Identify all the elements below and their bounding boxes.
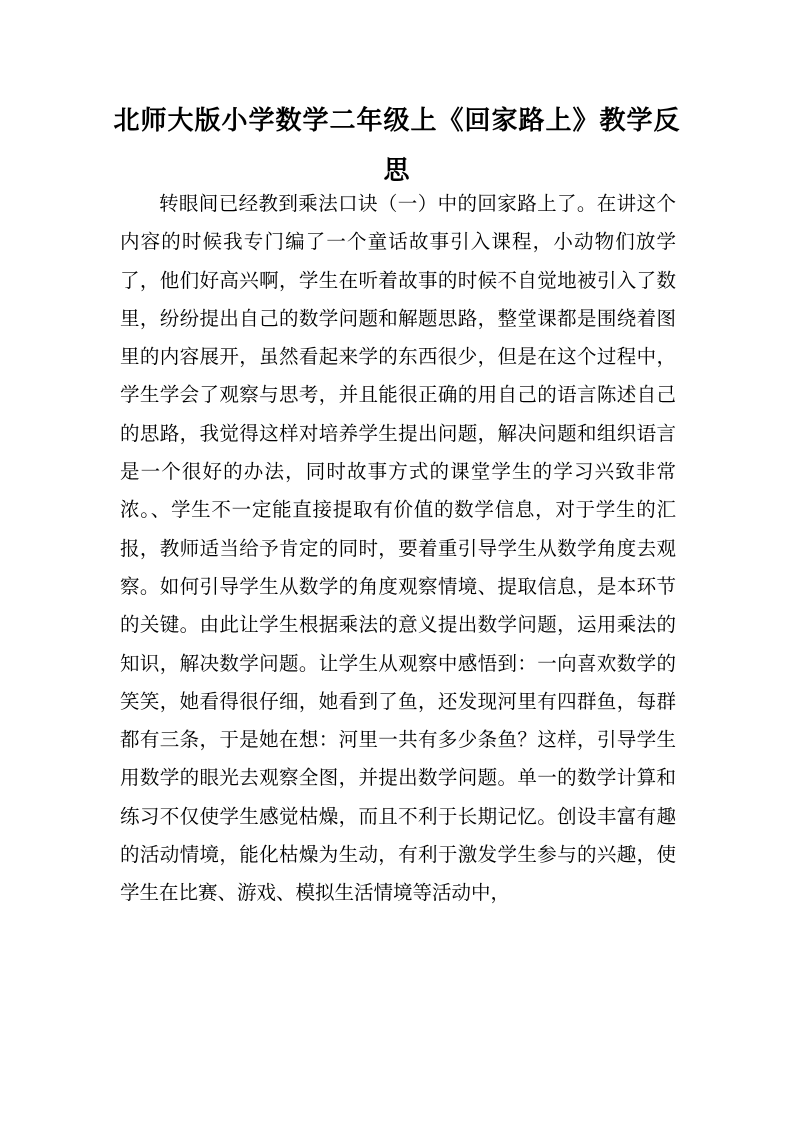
document-title: 北师大版小学数学二年级上《回家路上》教学反思 <box>113 106 681 186</box>
body-paragraph: 转眼间已经教到乘法口诀（一）中的回家路上了。在讲这个内容的时候我专门编了一个童话故事引入课程，小动物们放学了，他们好高兴啊，学生在听着故事的时候不自觉地被引入了数里，纷纷提出自己的数学问题和解题思路，整堂课都是围绕着图里的内容展开，虽然看起来学的东西很少，但是在这个过程中，学生学会了观察与思考，并且能很正确的用自己的语言陈述自己的思路，我觉得这样对培养学生提出问题，解决问题和组织语言是一个很好的办法，同时故事方式的课堂学生的学习兴致非常浓。、学生不一定能直接提取有价值的数学信息，对于学生的汇报，教师适当给予肯定的同时，要着重引导学生从数学角度去观察。如何引导学生从数学的角度观察情境、提取信息，是本环节的关键。由此让学生根据乘法的意义提出数学问题，运用乘法的知识，解决数学问题。让学生从观察中感悟到：一向喜欢数学的笑笑，她看得很仔细，她看到了鱼，还发现河里有四群鱼，每群都有三条，于是她在想：河里一共有多少条鱼？这样，引导学生用数学的眼光去观察全图，并提出数学问题。单一的数学计算和练习不仅使学生感觉枯燥，而且不利于长期记忆。创设丰富有趣的活动情境，能化枯燥为生动，有利于激发学生参与的兴趣，使学生在比赛、游戏、模拟生活情境等活动中， <box>120 192 676 905</box>
